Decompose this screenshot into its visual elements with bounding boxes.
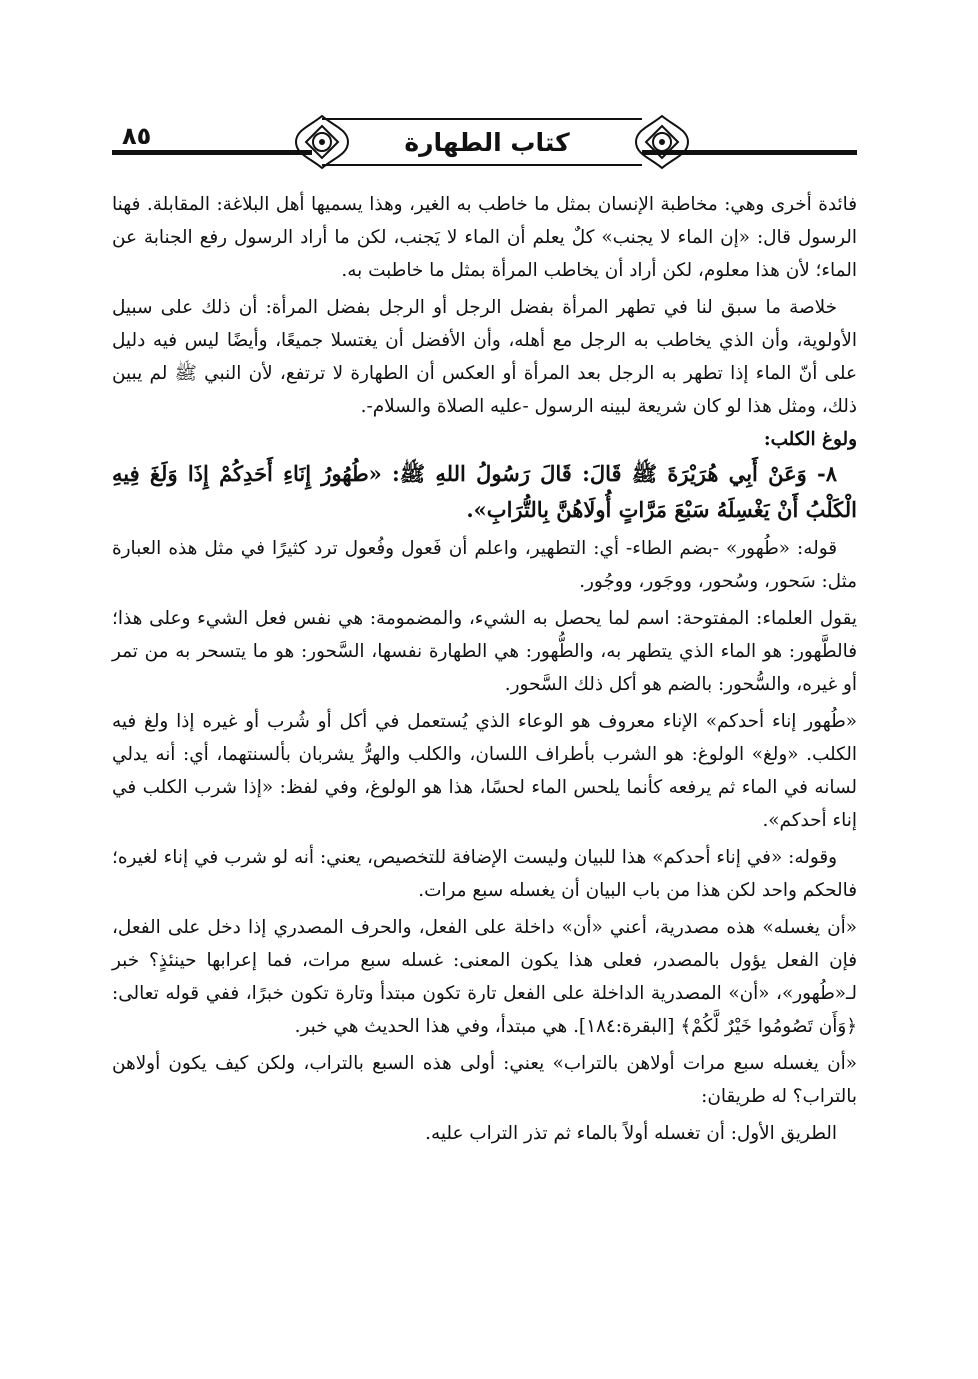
commentary-paragraph: الطريق الأول: أن تغسله أولاً بالماء ثم تذر التراب عليه. [425,1123,837,1144]
paragraph-summary: خلاصة ما سبق لنا في تطهر المرأة بفضل الرجل أو الرجل بفضل المرأة: أن ذلك على سبيل الأولوية، وأن الذي يخاطب به الرجل مع أهله، وأن الأفضل أن يغتسلا جميعًا، وأيضًا ليس فيه دليل على أنّ الماء إذا تطهر به الرجل بعد المرأة أو العكس أن الطهارة لا ترتفع، لأن النبي ﷺ لم يبين ذلك، ومثل هذا لو كان شريعة لبينه الرسول -عليه الصلاة والسلام-. [112,297,857,417]
commentary-paragraph: قوله: «طُهور» -بضم الطاء- أي: التطهير، واعلم أن فَعول وفُعول ترد كثيرًا في مثل هذه العبارة مثل: سَحور، وسُحور، ووجَور، ووجُور. [112,538,857,592]
section-heading: ولوغ الكلب: [763,429,857,450]
header-top-rule [322,118,642,120]
page-header [112,112,857,174]
commentary-paragraph: وقوله: «في إناء أحدكم» هذا للبيان وليست الإضافة للتخصيص، يعني: أنه لو شرب في إناء لغيره؛ فالحكم واحد لكن هذا من باب البيان أن يغسله سبع مرات. [112,847,857,901]
paragraph-intro: فائدة أخرى وهي: مخاطبة الإنسان بمثل ما خاطب به الغير، وهذا يسميها أهل البلاغة: المقابلة. فهنا الرسول قال: «إن الماء لا يجنب» كلٌ يعلم أن الماء لا يَجنب، لكن ما أراد الرسول رفع الجنابة عن الماء؛ لأن هذا معلوم، لكن أراد أن يخاطب المرأة بمثل ما خاطبت به. [112,194,857,281]
right-ornament-icon [632,112,692,172]
left-ornament-icon [292,112,352,172]
commentary-paragraph: «طُهور إناء أحدكم» الإناء معروف هو الوعاء الذي يُستعمل في أكل أو شُرب أو غيره إذا ولغ فيه الكلب. «ولغ» الولوغ: هو الشرب بأطراف اللسان، والكلب والهرُّ يشربان بألسنتهما، أي: أنه يدلي لسانه في الماء ثم يرفعه كأنما يلحس الماء لحسًا، هذا هو الولوغ، وفي لفظ: «إذا شرب الكلب في إناء أحدكم». [112,711,857,831]
header-rule-bottom [322,164,642,166]
book-title: كتاب الطهارة [404,128,570,157]
page-number: ٨٥ [122,122,152,150]
page-body [112,188,857,1150]
hadith-text: ٨- وَعَنْ أَبِي هُرَيْرَةَ ﷺ قَالَ: قَالَ رَسُولُ اللهِ ﷺ: «طُهُورُ إِنَاءِ أَحَدِكُمْ إِذَا وَلَغَ فِيهِ الْكَلْبُ أَنْ يَغْسِلَهُ سَبْعَ مَرَّاتٍ أُولَاهُنَّ بِالتُّرَابِ». [112,461,857,522]
commentary-paragraph: «أن يغسله» هذه مصدرية، أعني «أن» داخلة على الفعل، والحرف المصدري إذا دخل على الفعل، فإن الفعل يؤول بالمصدر، فعلى هذا يكون المعنى: غسله سبع مرات، فما إعرابها حينئذٍ؟ خبر لـ«طُهور»، «أن» المصدرية الداخلة على الفعل تارة تكون مبتدأ وتارة تكون خبرًا، ففي قوله تعالى: ﴿وَأَن تَصُومُوا خَيْرٌ لَّكُمْ﴾ [البقرة:١٨٤]. هي مبتدأ، وفي هذا الحديث هي خبر. [112,917,857,1037]
commentary-paragraph: «أن يغسله سبع مرات أولاهن بالتراب» يعني: أولى هذه السبع بالتراب، ولكن كيف يكون أولاهن بالتراب؟ له طريقان: [112,1053,857,1107]
header-rule-left [112,150,312,155]
commentary-paragraph: يقول العلماء: المفتوحة: اسم لما يحصل به الشيء، والمضمومة: هي نفس فعل الشيء وعلى هذا؛ فالطَّهور: هو الماء الذي يتطهر به، والطُّهور: هي الطهارة نفسها، السَّحور: هو ما يتسحر به من تمر أو غيره، والسُّحور: بالضم هو أكل ذلك السَّحور. [112,608,857,695]
